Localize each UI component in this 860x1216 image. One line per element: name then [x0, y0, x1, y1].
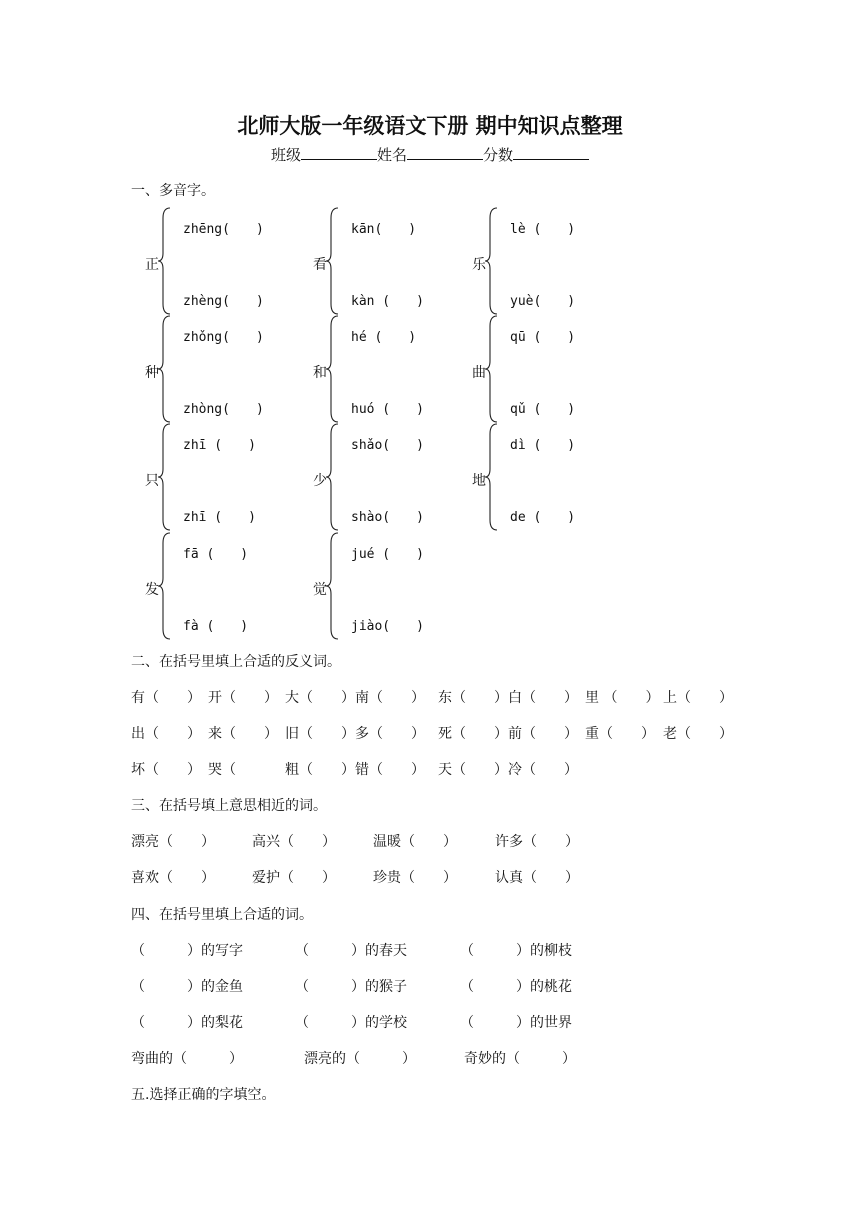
- antonym-item: 旧（ ）: [285, 726, 355, 742]
- section-heading-polyphones: 一、多音字。: [131, 183, 215, 199]
- antonym-item: 开（ ）: [208, 690, 278, 706]
- fill-word-item: （ ）的春天: [295, 943, 407, 959]
- antonym-item: 多（ ）: [355, 726, 425, 742]
- synonym-item: 爱护（ ）: [252, 870, 336, 886]
- pinyin-option-top: dì ( ): [510, 438, 576, 453]
- pinyin-option-top: zhī ( ): [183, 438, 256, 453]
- score-label: 分数: [483, 146, 514, 164]
- pinyin-option-top: qū ( ): [510, 330, 576, 345]
- pinyin-option-bottom: qǔ ( ): [510, 402, 576, 417]
- section-heading-choose-character: 五.选择正确的字填空。: [131, 1087, 276, 1103]
- fill-word-item: （ ）的世界: [460, 1015, 572, 1031]
- polyphone-character: 少: [313, 473, 327, 489]
- antonym-item: 天（ ）: [438, 762, 508, 778]
- fill-word-item: （ ）的桃花: [460, 979, 572, 995]
- name-label: 姓名: [376, 146, 407, 164]
- pinyin-option-bottom: zhèng( ): [183, 294, 264, 309]
- class-blank[interactable]: [301, 145, 377, 160]
- synonym-item: 温暖（ ）: [373, 834, 457, 850]
- antonym-item: 大（ ）: [285, 690, 355, 706]
- class-label: 班级: [270, 146, 301, 164]
- pinyin-option-bottom: de ( ): [510, 510, 576, 525]
- antonym-item: 冷（ ）: [508, 762, 578, 778]
- pinyin-option-bottom: zhòng( ): [183, 402, 264, 417]
- polyphone-character: 觉: [313, 582, 327, 598]
- pinyin-option-top: zhǒng( ): [183, 330, 264, 345]
- fill-word-item: （ ）的学校: [295, 1015, 407, 1031]
- pinyin-option-top: lè ( ): [510, 222, 576, 237]
- antonym-item: 里 （ ）: [585, 690, 660, 706]
- antonym-item: 错（ ）: [355, 762, 425, 778]
- pinyin-option-top: fā ( ): [183, 547, 249, 562]
- fill-word-item: 漂亮的（ ）: [304, 1051, 416, 1067]
- antonym-item: 哭（: [208, 762, 264, 778]
- pinyin-option-top: kān( ): [351, 222, 417, 237]
- pinyin-option-top: hé ( ): [351, 330, 417, 345]
- pinyin-option-bottom: kàn ( ): [351, 294, 424, 309]
- antonym-item: 出（ ）: [131, 726, 201, 742]
- name-blank[interactable]: [407, 145, 483, 160]
- section-heading-antonyms: 二、在括号里填上合适的反义词。: [131, 654, 341, 670]
- polyphone-character: 只: [145, 473, 159, 489]
- antonym-item: 死（ ）: [438, 726, 508, 742]
- pinyin-option-top: zhēng( ): [183, 222, 264, 237]
- polyphone-character: 正: [145, 257, 159, 273]
- page-title: 北师大版一年级语文下册 期中知识点整理: [237, 113, 623, 138]
- antonym-item: 有（ ）: [131, 690, 201, 706]
- pinyin-option-top: jué ( ): [351, 547, 424, 562]
- brace-icon: [0, 0, 1, 1]
- antonym-item: 上（ ）: [663, 690, 733, 706]
- fill-word-item: （ ）的金鱼: [131, 979, 243, 995]
- section-heading-fill-words: 四、在括号里填上合适的词。: [131, 907, 313, 923]
- antonym-item: 前（ ）: [508, 726, 578, 742]
- pinyin-option-bottom: zhī ( ): [183, 510, 256, 525]
- fill-word-item: 奇妙的（ ）: [464, 1051, 576, 1067]
- polyphone-character: 发: [145, 582, 159, 598]
- polyphone-character: 曲: [472, 365, 486, 381]
- pinyin-option-bottom: jiào( ): [351, 619, 424, 634]
- synonym-item: 认真（ ）: [495, 870, 579, 886]
- section-heading-synonyms: 三、在括号填上意思相近的词。: [131, 798, 327, 814]
- fill-word-item: （ ）的梨花: [131, 1015, 243, 1031]
- fill-word-item: （ ）的柳枝: [460, 943, 572, 959]
- score-blank[interactable]: [513, 145, 589, 160]
- synonym-item: 高兴（ ）: [252, 834, 336, 850]
- antonym-item: 重（ ）: [585, 726, 655, 742]
- antonym-item: 白（ ）: [508, 690, 578, 706]
- synonym-item: 许多（ ）: [495, 834, 579, 850]
- antonym-item: 坏（ ）: [131, 762, 201, 778]
- antonym-item: 来（ ）: [208, 726, 278, 742]
- pinyin-option-bottom: fà ( ): [183, 619, 249, 634]
- synonym-item: 喜欢（ ）: [131, 870, 215, 886]
- antonym-item: 粗（ ）: [285, 762, 355, 778]
- polyphone-character: 和: [313, 365, 327, 381]
- pinyin-option-top: shǎo( ): [351, 438, 424, 453]
- pinyin-option-bottom: huó ( ): [351, 402, 424, 417]
- pinyin-option-bottom: shào( ): [351, 510, 424, 525]
- antonym-item: 老（ ）: [663, 726, 733, 742]
- polyphone-character: 地: [472, 473, 486, 489]
- polyphone-character: 看: [313, 257, 327, 273]
- polyphone-character: 乐: [472, 257, 486, 273]
- fill-word-item: 弯曲的（ ）: [131, 1051, 243, 1067]
- polyphone-character: 种: [145, 365, 159, 381]
- synonym-item: 珍贵（ ）: [373, 870, 457, 886]
- antonym-item: 南（ ）: [355, 690, 425, 706]
- fill-word-item: （ ）的写字: [131, 943, 243, 959]
- student-info-line: [0, 144, 860, 165]
- synonym-item: 漂亮（ ）: [131, 834, 215, 850]
- antonym-item: 东（ ）: [438, 690, 508, 706]
- fill-word-item: （ ）的猴子: [295, 979, 407, 995]
- pinyin-option-bottom: yuè( ): [510, 294, 576, 309]
